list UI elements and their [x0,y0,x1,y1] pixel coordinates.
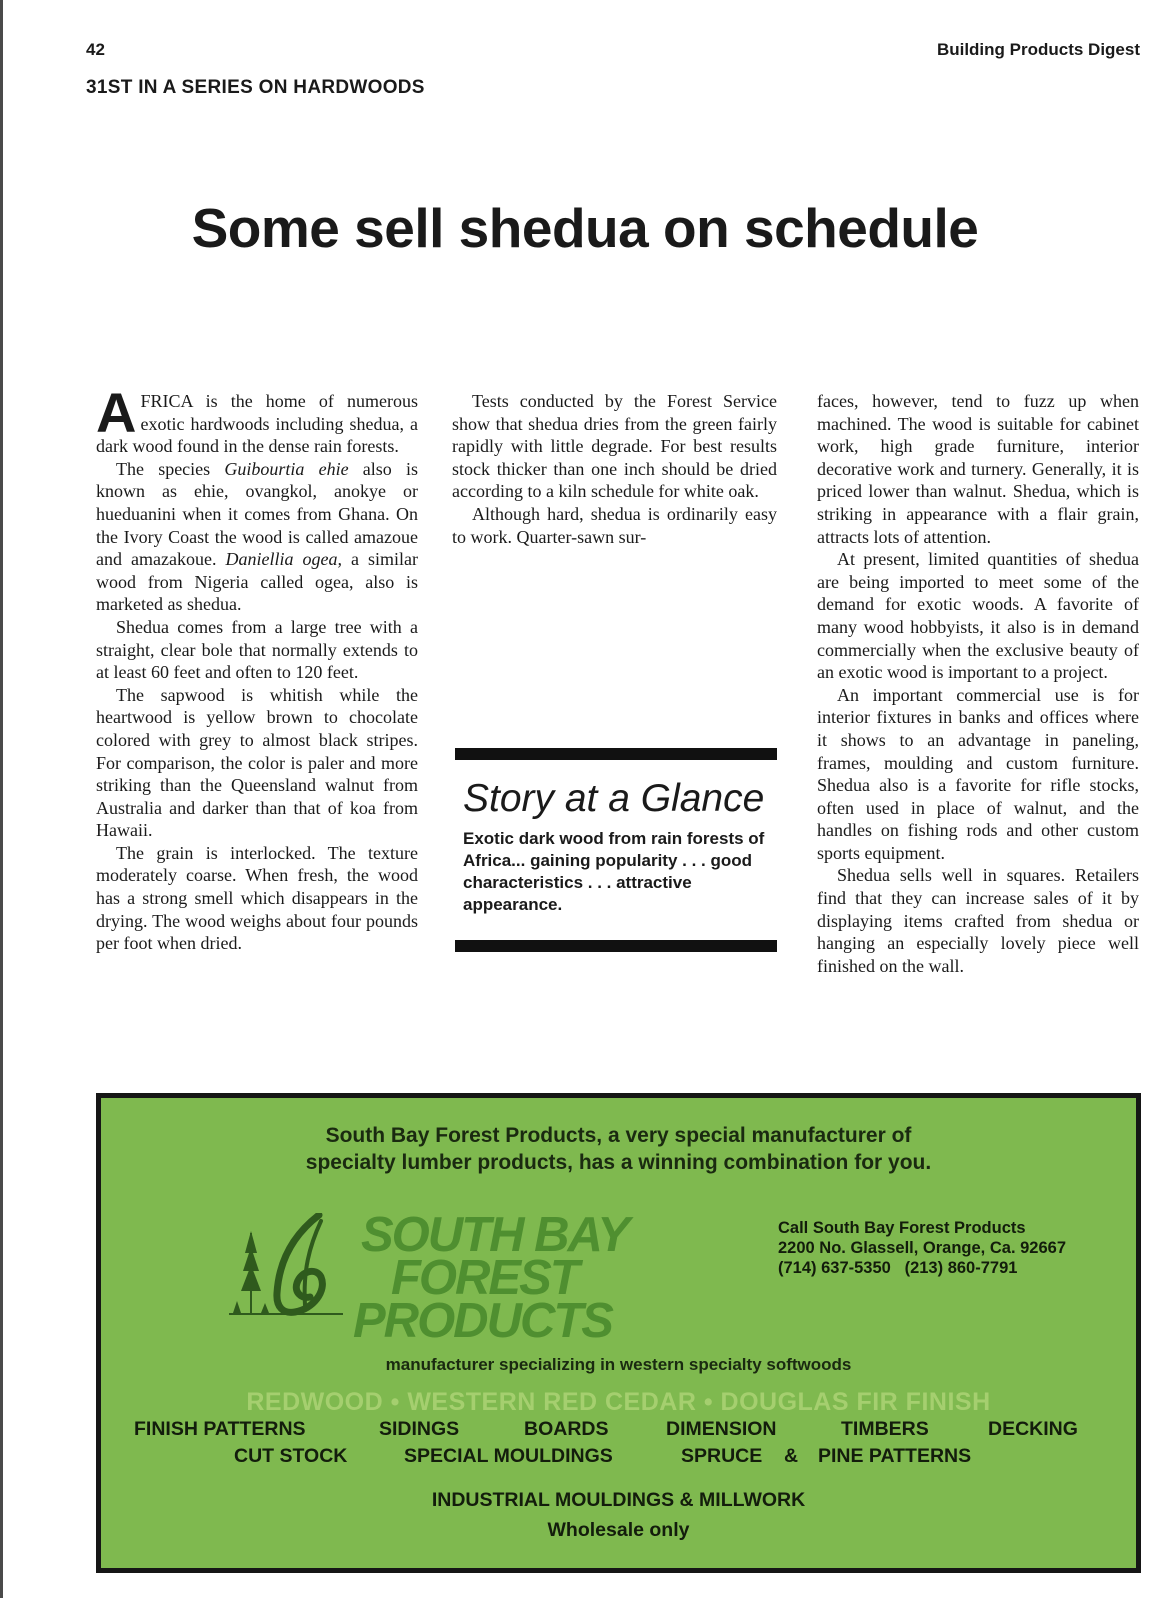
product-item: PINE PATTERNS [818,1445,972,1467]
contact-info: Call South Bay Forest Products 2200 No. Glassell, Orange, Ca. 92667 (714) 637-5350 (213) 860-7791 [778,1219,1066,1277]
paragraph: Tests conducted by the Forest Service show that shedua dries from the green fairly rapidly with little degrade. For best results stock thicker than one inch should be dried according to a kiln schedule for white oak. [452,391,777,502]
species-name: Guibourtia ehie [224,458,349,479]
paragraph: Shedua comes from a large tree with a straight, clear bole that normally extends to at least 60 feet and often to 120 feet. [96,616,418,683]
tree-logo-icon [221,1213,351,1328]
paragraph: An important commercial use is for interior fixtures in banks and offices where it shows to an advantage in paneling, frames, moulding and custom furniture. Shedua also is a favorite for rifle stocks, often used in place of walnut, and the handles on fishing rods and other custom sports equipment. [817,684,1139,863]
company-logo-text: SOUTH BAY FOREST PRODUCTS [353,1208,628,1348]
article-title: Some sell shedua on schedule [191,197,979,259]
product-row-2 [101,1445,1136,1471]
paragraph: AFRICA is the home of numerous exotic hardwoods including shedua, a dark wood found in the dense rain forests. [96,381,418,457]
ad-tagline: manufacturer specializing in western specialty softwoods [385,1355,852,1374]
product-item: FINISH PATTERNS [134,1418,306,1440]
product-row-1 [101,1418,1136,1444]
paragraph: The grain is interlocked. The texture moderately coarse. When fresh, the wood has a strong smell which disappears in the drying. The wood weighs about four pounds per foot when dried. [96,842,418,954]
species-name: Daniellia ogea, [225,549,342,570]
ad-wholesale-line: Wholesale only [547,1519,690,1541]
glance-summary: Exotic dark wood from rain forests of Africa... gaining popularity . . . good characteristics . . . attractive appearance. [463,829,765,914]
advertisement [96,1093,1141,1573]
glance-bottom-rule [455,940,777,952]
product-item: BOARDS [524,1418,609,1440]
product-item: DECKING [988,1418,1078,1440]
ad-headline: South Bay Forest Products, a very special manufacturer of specialty lumber products, has a winning combination for you. [305,1124,932,1174]
product-item: SIDINGS [379,1418,460,1440]
product-item: TIMBERS [841,1418,929,1440]
article-column-2 [452,390,777,548]
glance-top-rule [455,748,777,760]
glance-title: Story at a Glance [463,777,765,820]
paragraph: The species Guibourtia ehie also is known as ehie, ovangkol, anokye or hueduanini when it comes from Ghana. On the Ivory Coast the wood is called amazoue and amazakoue. Daniellia ogea, a similar wood from Nigeria called ogea, also is marketed as shedua. [96,458,419,615]
product-item: & [784,1445,799,1467]
publication-name: Building Products Digest [936,40,1140,59]
product-item: SPRUCE [681,1445,763,1467]
species-list: REDWOOD • WESTERN RED CEDAR • DOUGLAS FIR FINISH [246,1388,991,1416]
paragraph: faces, however, tend to fuzz up when machined. The wood is suitable for cabinet work, high grade furniture, interior decorative work and turnery. Generally, it is priced lower than walnut. Shedua, which is striking in appearance with a flair grain, attracts lots of attention. [817,391,1139,547]
series-label: 31ST IN A SERIES ON HARDWOODS [86,77,425,98]
page-number: 42 [86,40,105,59]
product-item: CUT STOCK [234,1445,348,1467]
paragraph: At present, limited quantities of shedua are being imported to meet some of the demand for exotic woods. A favorite of many wood hobbyists, it also is in demand commercially when the exclusive beauty of an exotic wood is important to a project. [817,549,1139,683]
article-column-3 [817,390,1139,977]
product-item: DIMENSION [666,1418,777,1440]
ad-industrial-line: INDUSTRIAL MOULDINGS & MILLWORK [431,1489,806,1511]
drop-cap: A [96,381,137,444]
paragraph: Although hard, shedua is ordinarily easy to work. Quarter-sawn sur- [452,503,777,547]
paragraph: Shedua sells well in squares. Retailers find that they can increase sales of it by displaying items crafted from shedua or hanging an especially lovely piece well finished on the wall. [817,865,1139,976]
article-column-1 [96,381,419,955]
product-item: SPECIAL MOULDINGS [404,1445,613,1467]
paragraph: The sapwood is whitish while the heartwood is yellow brown to chocolate colored with grey to almost black stripes. For comparison, the color is paler and more striking than the Queensland walnut from Australia and darker than that of koa from Hawaii. [96,684,418,841]
